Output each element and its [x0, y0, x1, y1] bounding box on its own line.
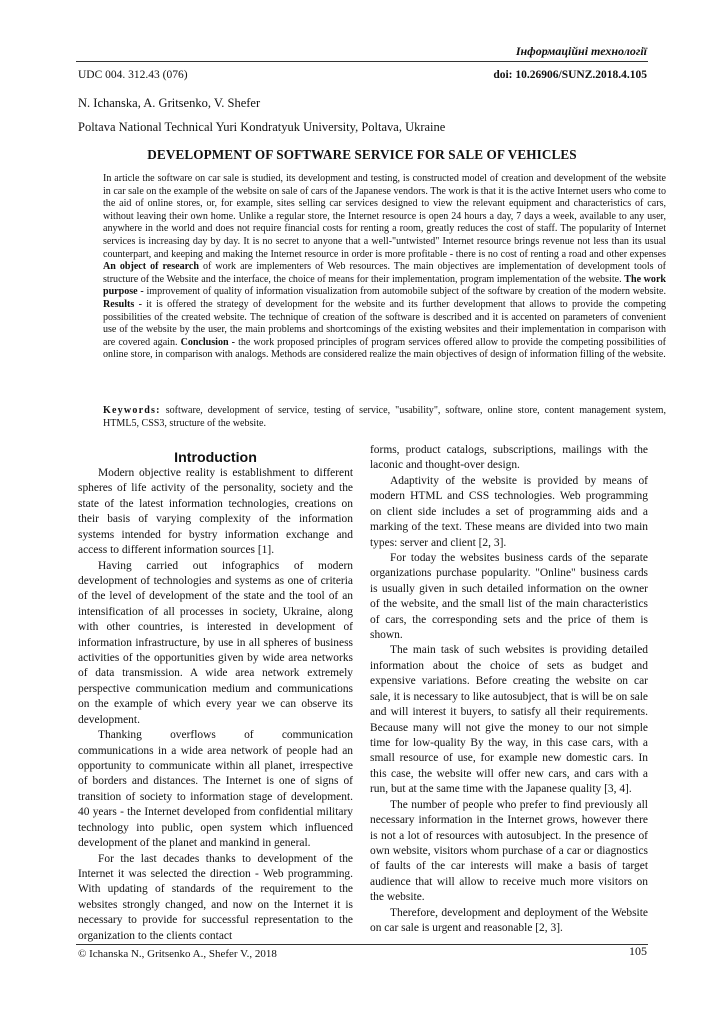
abstract-text: it is offered the strategy of development for the website and its further development that allows to provide the competing possibilities of the created website. The technique of creation of the software is described and it is accented on parameters of convenient use of the website by the user, the main problems and shortcomings of the existing websites and their implementation in comparison with are covered again. — [103, 298, 666, 348]
header-rule — [76, 61, 648, 62]
abstract-text: In article the software on car sale is studied, its development and testing, is constructed model of creation and development of the website in car sale on the example of the website on sale of cars of the Japanese vendors. The work is that it is the active Internet users who come to the aid of online stores, or, for example, sites selling car services designed to view the relevant equipment and characteristics of cars, without leaving their own home. Unlike a regular store, the Internet resource is open 24 hours a day, 7 days a week, available to any user, anywhere in the world and does not require financial costs for renting a room, greatly reduces the cost of staff. The popularity of Internet services is increasing day by day. It is no secret to anyone that a well-"untwisted" Internet resource brings revenue not less than its usual counterpart, and keeping and making the Internet resource in order is more profitable - there is no cost of renting a road and other expenses — [103, 173, 666, 260]
section-heading-introduction: Introduction — [174, 450, 257, 466]
left-column — [78, 466, 353, 944]
affiliation: Poltava National Technical Yuri Kondratyuk University, Poltava, Ukraine — [78, 120, 446, 134]
running-head: Інформаційні технології — [515, 44, 647, 58]
abstract-object-label: An object of research — [103, 261, 199, 273]
abstract-conclusion-label: Conclusion - — [180, 336, 236, 348]
copyright: © Ichanska N., Gritsenko A., Shefer V., 2018 — [78, 948, 277, 960]
abstract-paragraph — [103, 173, 666, 362]
body-paragraph: The main task of such websites is providing detailed information about the choice of sets as budget and expensive variations. Before creating the website on car sale, it is necessary to like autosubject, that is will be on sale and will interest it buyers, to satisfy all their requirements. Because many will not give the money to our not simple time for low-quality By the way, in this case cars, with a small resource of use, for example new domestic cars. In this case, the website will offer new cars, and cars with a run, but at the same time with the Japanese quality [3, 4]. — [370, 644, 648, 796]
body-paragraph: For the last decades thanks to development of the Internet it was selected the direction - Web programming. With updating of standards of the requirement to the websites strongly changed, and now on the Internet it is necessary to provide for successful representation to the organization to the clients contact — [78, 852, 353, 942]
body-paragraph: Adaptivity of the website is provided by means of modern HTML and CSS technologies. Web programming on client side includes a set of programming aids and a marking of the text. These means are divided into two main types: server and client [2, 3]. — [370, 474, 648, 549]
body-paragraph: The number of people who prefer to find previously all necessary information in the Internet grows, however there is not a lot of resources with autosubject. In the presence of own website, visitors whom purchase of a car or diagnostics of faults of the car interests will make a basis of target audience that will allow to receive much more visitors on the website. — [370, 798, 648, 904]
body-paragraph: Modern objective reality is establishment to different spheres of life activity of the personality, society and the state of the latest information technologies, creations on their basis of varying complexity of the information systems intended for bystry information exchange and access to different information sources [1]. — [78, 467, 353, 557]
doi: doi: 10.26906/SUNZ.2018.4.105 — [493, 69, 647, 81]
body-paragraph: Having carried out infographics of modern development of technologies and systems as one of criteria of the level of development of the state and the tool of an intensification of all processes in society, Ukraine, along with other countries, is interested in development of information infrastructure, by use in all spheres of business activities of the opportunities given by wide area networks of data transmission. A wide area network extremely perspective communication medium and communications on the example of which every year we can observe its development. — [78, 559, 353, 726]
abstract-text: of work are implementers of Web resources. The main objectives are implementation of development tools of structure of the Website and the interface, the choice of means for their implementation, program implementation of the website. — [103, 261, 666, 285]
abstract-text: improvement of quality of information visualization from automobile subject of the software by creation of the modern website. — [146, 286, 666, 298]
abstract-text: the work proposed principles of program services offered allow to provide the competing possibilities of online store, in comparison with analogs. Methods are considered realize the main objectives of design of information filling of the website. — [103, 336, 666, 361]
page-number: 105 — [629, 944, 647, 958]
body-paragraph-continuation: forms, product catalogs, subscriptions, mailings with the laconic and thought-over design. — [370, 444, 648, 472]
abstract-purpose-label: The work purpose - — [103, 273, 667, 298]
body-paragraph: Therefore, development and deployment of the Website on car sale is urgent and reasonable [2, 3]. — [370, 906, 648, 935]
footer-rule — [76, 944, 648, 945]
keywords — [103, 405, 666, 430]
abstract — [103, 173, 666, 362]
abstract-results-label: Results - — [103, 298, 142, 310]
keywords-label: Keywords: — [103, 405, 161, 416]
body-paragraph: Thanking overflows of communication communications in a wide area network of people had an opportunity to communicate within all planet, irrespective of borders and distances. The Internet is one of signs of transition of society to information stage of development. 40 years - the Internet developed from confidential military technology into public, open system which influenced development of the planet and mankind in general. — [78, 729, 353, 850]
body-paragraph: For today the websites business cards of the separate organizations purchase popularity. "Online" business cards is usually given in such detailed information on the owner of the website, and the small list of the main characteristics of cars, the corresponding sets and the price of them is shown. — [370, 551, 648, 642]
authors: N. Ichanska, A. Gritsenko, V. Shefer — [78, 96, 261, 110]
article-title: DEVELOPMENT OF SOFTWARE SERVICE FOR SALE OF VEHICLES — [147, 147, 577, 162]
udc-code: UDC 004. 312.43 (076) — [78, 69, 188, 81]
right-column — [370, 443, 648, 937]
keywords-list: software, development of service, testing of service, "usability", software, online store, content management system, HTML5, CSS3, structure of the website. — [103, 405, 666, 429]
